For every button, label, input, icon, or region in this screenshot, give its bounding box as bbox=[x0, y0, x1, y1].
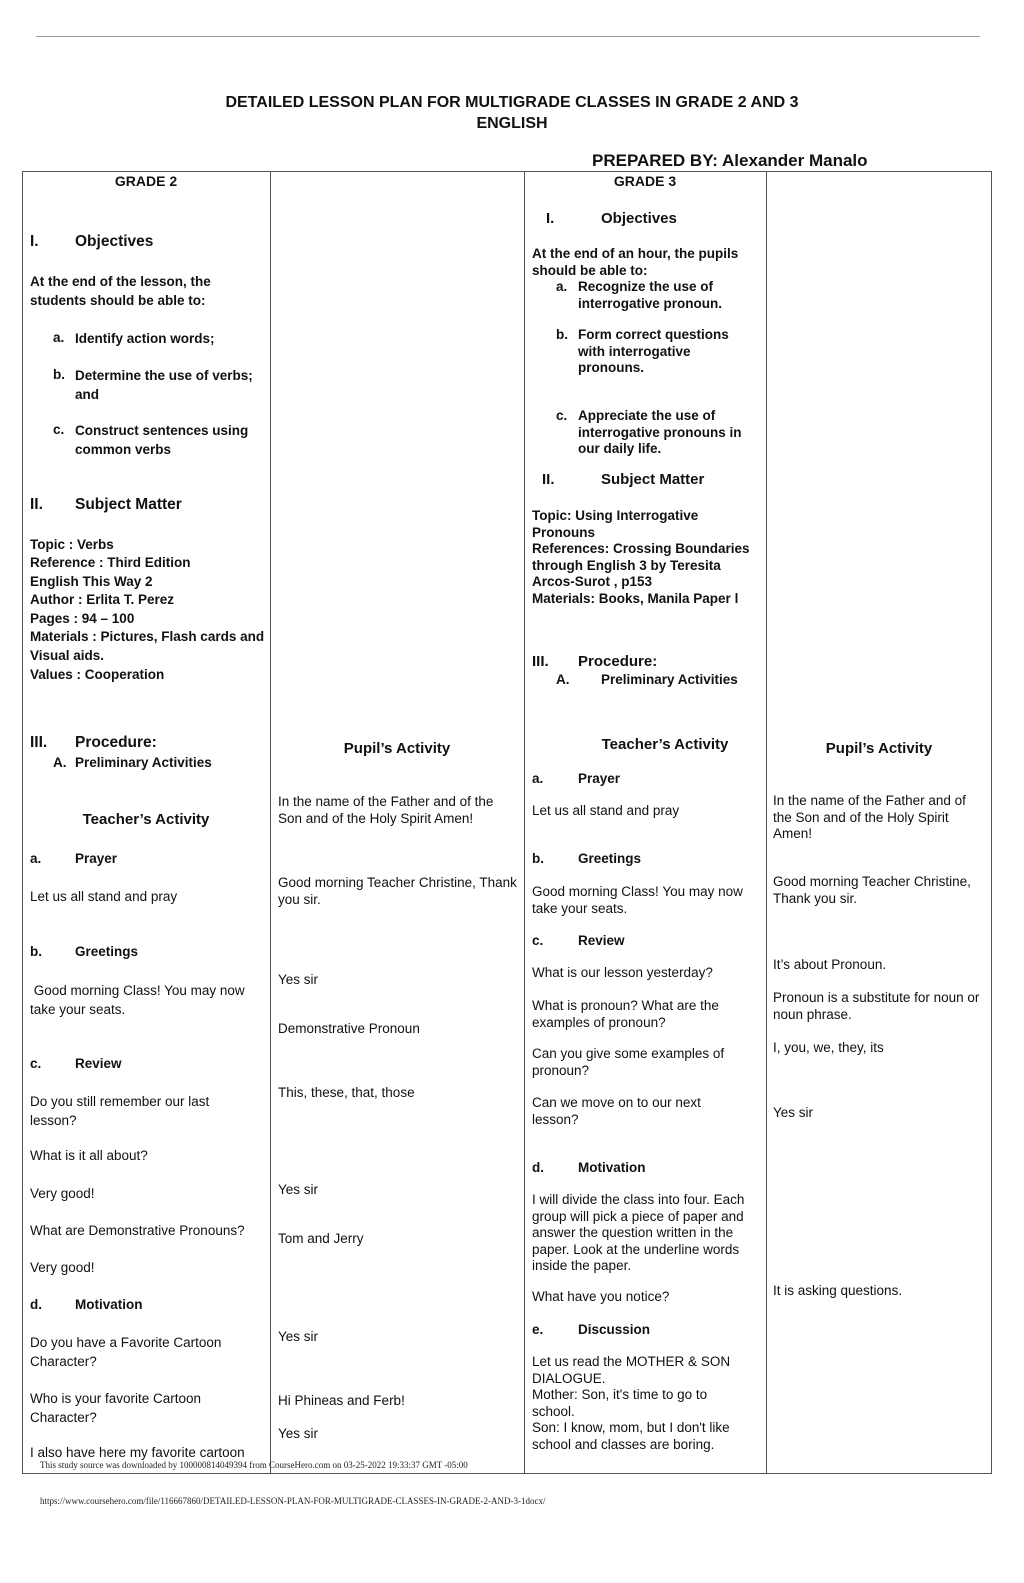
grade2-prayer-letter: a. bbox=[30, 851, 42, 866]
grade2-motivation-q3: I also have here my favorite cartoon bbox=[30, 1445, 245, 1460]
grade3-pupil-response-3: It’s about Pronoun. bbox=[773, 957, 887, 972]
grade2-pupil-response-7: Tom and Jerry bbox=[278, 1231, 364, 1246]
column-divider-2 bbox=[524, 171, 525, 1474]
grade2-objectives-title: Objectives bbox=[75, 233, 154, 250]
grade3-review-q2: What is pronoun? What are the examples of pronoun? bbox=[532, 998, 719, 1030]
grade2-preliminary-letter: A. bbox=[53, 755, 67, 770]
grade3-discussion-title: Discussion bbox=[578, 1322, 651, 1337]
grade2-subject-matter-title: Subject Matter bbox=[75, 496, 182, 513]
grade3-objectives-title: Objectives bbox=[601, 210, 677, 227]
grade3-pupil-response-1: In the name of the Father and of the Son and of the Holy Spirit Amen! bbox=[773, 793, 966, 841]
top-divider bbox=[36, 36, 980, 37]
grade3-greetings-text: Good morning Class! You may now take your seats. bbox=[532, 884, 743, 916]
grade2-objectives-number: I. bbox=[30, 233, 39, 250]
grade2-materials: Materials : Pictures, Flash cards and Visual aids. bbox=[30, 629, 265, 663]
grade2-pupil-response-9: Hi Phineas and Ferb! bbox=[278, 1393, 405, 1408]
grade3-prayer-letter: a. bbox=[532, 771, 544, 786]
grade2-motivation-letter: d. bbox=[30, 1297, 42, 1312]
grade3-subject-matter-number: II. bbox=[542, 471, 555, 488]
grade2-topic: Topic : Verbs bbox=[30, 537, 114, 552]
grade3-procedure-title: Procedure: bbox=[578, 653, 658, 670]
grade2-pupil-response-3: Yes sir bbox=[278, 972, 319, 987]
grade3-prayer-text: Let us all stand and pray bbox=[532, 803, 680, 818]
grade2-review-q4: What are Demonstrative Pronouns? bbox=[30, 1223, 245, 1238]
grade3-discussion-text: Let us read the MOTHER & SON DIALOGUE. Mother: Son, it's time to go to school. Son: I know, mom, but I don't like school and classes are boring. bbox=[532, 1354, 731, 1452]
grade3-motivation-letter: d. bbox=[532, 1160, 544, 1175]
grade2-preliminary-title: Preliminary Activities bbox=[75, 755, 212, 770]
grade2-values: Values : Cooperation bbox=[30, 667, 165, 682]
grade3-review-letter: c. bbox=[532, 933, 544, 948]
grade3-objective-b-letter: b. bbox=[556, 327, 568, 342]
grade3-preliminary-title: Preliminary Activities bbox=[601, 672, 738, 687]
grade2-pupil-response-2: Good morning Teacher Christine, Thank you sir. bbox=[278, 875, 517, 907]
grade2-pupil-activity-heading: Pupil’s Activity bbox=[343, 740, 451, 757]
grade2-pupil-response-6: Yes sir bbox=[278, 1182, 319, 1197]
grade2-pupil-response-10: Yes sir bbox=[278, 1426, 319, 1441]
grade2-motivation-title: Motivation bbox=[75, 1297, 143, 1312]
grade2-prayer-title: Prayer bbox=[75, 851, 118, 866]
grade2-motivation-q1: Do you have a Favorite Cartoon Character? bbox=[30, 1335, 222, 1369]
grade3-discussion-letter: e. bbox=[532, 1322, 544, 1337]
grade3-review-title: Review bbox=[578, 933, 625, 948]
grade3-pupil-activity-heading: Pupil’s Activity bbox=[825, 740, 933, 757]
grade2-pupil-response-5: This, these, that, those bbox=[278, 1085, 415, 1100]
grade3-objectives-intro: At the end of an hour, the pupils should be able to: bbox=[532, 246, 739, 278]
grade2-book: English This Way 2 bbox=[30, 574, 153, 589]
grade3-pupil-response-4: Pronoun is a substitute for noun or noun phrase. bbox=[773, 990, 980, 1022]
grade2-objective-b-letter: b. bbox=[53, 367, 65, 382]
grade3-pupil-response-5: I, you, we, they, its bbox=[773, 1040, 884, 1055]
grade3-prayer-title: Prayer bbox=[578, 771, 621, 786]
source-url[interactable]: https://www.coursehero.com/file/116667860/DETAILED-LESSON-PLAN-FOR-MULTIGRADE-CLASSES-IN-GRADE-2-AND-3-1docx/ bbox=[40, 1496, 546, 1506]
document-subtitle: ENGLISH bbox=[476, 115, 548, 132]
grade2-objective-b: Determine the use of verbs; and bbox=[75, 368, 253, 402]
grade2-objective-c-letter: c. bbox=[53, 422, 65, 437]
grade2-review-q1: Do you still remember our last lesson? bbox=[30, 1094, 210, 1128]
grade2-pupil-response-4: Demonstrative Pronoun bbox=[278, 1021, 420, 1036]
grade2-heading: GRADE 2 bbox=[114, 173, 178, 189]
grade3-motivation-question: What have you notice? bbox=[532, 1289, 670, 1304]
grade3-heading: GRADE 3 bbox=[613, 173, 677, 189]
grade2-pupil-response-1: In the name of the Father and of the Son and of the Holy Spirit Amen! bbox=[278, 794, 494, 826]
grade3-review-q1: What is our lesson yesterday? bbox=[532, 965, 713, 980]
grade3-motivation-text: I will divide the class into four. Each group will pick a piece of paper and answer the question written in the paper. Look at the underline words inside the paper. bbox=[532, 1192, 745, 1273]
grade2-pupil-response-8: Yes sir bbox=[278, 1329, 319, 1344]
grade3-pupil-response-7: It is asking questions. bbox=[773, 1283, 903, 1298]
grade3-review-q3: Can you give some examples of pronoun? bbox=[532, 1046, 725, 1078]
grade2-teacher-activity-heading: Teacher’s Activity bbox=[82, 811, 210, 828]
prepared-by: PREPARED BY: Alexander Manalo bbox=[592, 151, 868, 170]
grade3-pupil-response-2: Good morning Teacher Christine, Thank you sir. bbox=[773, 874, 971, 906]
grade2-objective-a-letter: a. bbox=[53, 330, 65, 345]
grade3-objective-c-letter: c. bbox=[556, 408, 568, 423]
grade3-procedure-number: III. bbox=[532, 653, 549, 670]
grade3-subject-matter-details: Topic: Using Interrogative Pronouns References: Crossing Boundaries through English 3 by Teresita Arcos-Surot , p153 Materials: Books, Manila Paper l bbox=[532, 508, 750, 606]
grade3-objective-b: Form correct questions with interrogative pronouns. bbox=[578, 327, 729, 375]
grade3-subject-matter-title: Subject Matter bbox=[601, 471, 705, 488]
grade3-pupil-response-6: Yes sir bbox=[773, 1105, 814, 1120]
document-title: DETAILED LESSON PLAN FOR MULTIGRADE CLASSES IN GRADE 2 AND 3 bbox=[225, 94, 799, 111]
grade2-subject-matter-number: II. bbox=[30, 496, 43, 513]
grade2-reference: Reference : Third Edition bbox=[30, 555, 191, 570]
grade2-review-title: Review bbox=[75, 1056, 122, 1071]
grade2-motivation-q2: Who is your favorite Cartoon Character? bbox=[30, 1391, 202, 1425]
grade3-objective-c: Appreciate the use of interrogative pronouns in our daily life. bbox=[578, 408, 742, 456]
grade3-preliminary-letter: A. bbox=[556, 672, 570, 687]
grade3-objective-a-letter: a. bbox=[556, 279, 568, 294]
grade2-review-q2: What is it all about? bbox=[30, 1148, 148, 1163]
grade2-procedure-number: III. bbox=[30, 734, 48, 751]
column-divider-1 bbox=[270, 171, 271, 1474]
download-source-note: This study source was downloaded by 100000814049394 from CourseHero.com on 03-25-2022 19:33:37 GMT -05:00 bbox=[40, 1460, 468, 1470]
grade3-objectives-number: I. bbox=[546, 210, 555, 227]
grade2-review-letter: c. bbox=[30, 1056, 42, 1071]
grade2-greetings-letter: b. bbox=[30, 944, 42, 959]
grade3-teacher-activity-heading: Teacher’s Activity bbox=[601, 736, 729, 753]
grade2-author: Author : Erlita T. Perez bbox=[30, 592, 175, 607]
grade2-objective-a: Identify action words; bbox=[75, 331, 215, 346]
grade3-greetings-letter: b. bbox=[532, 851, 544, 866]
grade3-greetings-title: Greetings bbox=[578, 851, 642, 866]
grade3-objective-a: Recognize the use of interrogative pronoun. bbox=[578, 279, 723, 311]
grade2-procedure-title: Procedure: bbox=[75, 734, 157, 751]
grade3-motivation-title: Motivation bbox=[578, 1160, 646, 1175]
grade2-objectives-intro: At the end of the lesson, the students should be able to: bbox=[30, 274, 211, 308]
grade3-review-q4: Can we move on to our next lesson? bbox=[532, 1095, 701, 1127]
grade2-review-q5: Very good! bbox=[30, 1260, 95, 1275]
grade2-greetings-text: Good morning Class! You may now take your seats. bbox=[30, 983, 249, 1017]
grade2-pages: Pages : 94 – 100 bbox=[30, 611, 135, 626]
column-divider-3 bbox=[766, 171, 767, 1474]
grade2-greetings-title: Greetings bbox=[75, 944, 139, 959]
grade2-review-q3: Very good! bbox=[30, 1186, 95, 1201]
grade2-prayer-text: Let us all stand and pray bbox=[30, 889, 178, 904]
grade2-objective-c: Construct sentences using common verbs bbox=[75, 423, 249, 457]
